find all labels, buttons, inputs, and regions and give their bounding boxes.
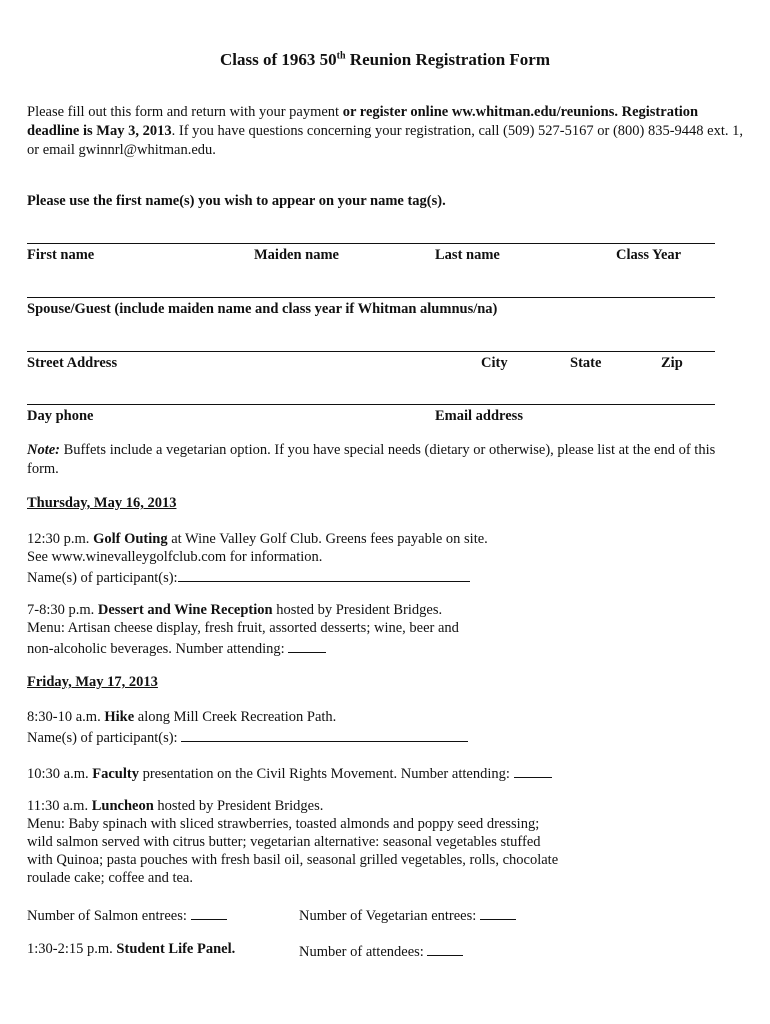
nametag-instruction: Please use the first name(s) you wish to appear on your name tag(s).	[27, 193, 446, 209]
luncheon-line: 11:30 a.m. Luncheon hosted by President Bridges.	[27, 798, 324, 814]
maiden-name-label: Maiden name	[254, 247, 339, 263]
email-address-label: Email address	[435, 408, 523, 424]
vegetarian-entrees-field[interactable]	[480, 905, 516, 920]
luncheon-menu-line-3: with Quinoa; pasta pouches with fresh basil oil, seasonal grilled vegetables, rolls, chocolate	[27, 852, 559, 868]
salmon-entrees-line: Number of Salmon entrees:	[27, 905, 227, 925]
student-life-line: 1:30-2:15 p.m. Student Life Panel.	[27, 941, 236, 957]
golf-website-line: See www.winevalleygolfclub.com for information.	[27, 549, 323, 565]
dessert-attending-line: non-alcoholic beverages. Number attending:	[27, 638, 326, 658]
intro-paragraph: Please fill out this form and return with your payment or register online ww.whitman.edu/reunions. Registration deadline is May 3, 2013. If you have questions concerning your registration, call (509) 527-5167 or (800) 835-9448 ext. 1, or email gwinnrl@whitman.edu.	[27, 104, 744, 158]
salmon-entrees-field[interactable]	[191, 905, 227, 920]
hike-participants-line: Name(s) of participant(s):	[27, 727, 468, 747]
zip-label: Zip	[661, 355, 683, 371]
city-label: City	[481, 355, 508, 371]
vegetarian-entrees-line: Number of Vegetarian entrees:	[299, 905, 516, 925]
first-name-label: First name	[27, 247, 95, 263]
dessert-attending-field[interactable]	[288, 638, 326, 653]
dessert-menu-line: Menu: Artisan cheese display, fresh fruit, assorted desserts; wine, beer and	[27, 620, 459, 636]
dessert-reception-line: 7-8:30 p.m. Dessert and Wine Reception hosted by President Bridges.	[27, 602, 443, 618]
hike-participants-field[interactable]	[181, 727, 468, 742]
golf-participants-field[interactable]	[178, 567, 470, 582]
faculty-line: 10:30 a.m. Faculty presentation on the Civil Rights Movement. Number attending:	[27, 763, 552, 783]
name-line[interactable]	[27, 243, 715, 244]
faculty-attending-field[interactable]	[514, 763, 552, 778]
attendees-line: Number of attendees:	[299, 941, 463, 961]
note-paragraph: Note: Buffets include a vegetarian option. If you have special needs (dietary or otherwise), please list at the end of this form.	[27, 442, 716, 477]
spouse-line[interactable]	[27, 297, 715, 298]
friday-heading: Friday, May 17, 2013	[27, 674, 158, 690]
luncheon-menu-line-1: Menu: Baby spinach with sliced strawberries, toasted almonds and poppy seed dressing;	[27, 816, 540, 832]
phone-line[interactable]	[27, 404, 715, 405]
golf-participants-line: Name(s) of participant(s):	[27, 567, 470, 587]
street-address-label: Street Address	[27, 355, 118, 371]
state-label: State	[570, 355, 602, 371]
luncheon-menu-line-4: roulade cake; coffee and tea.	[27, 870, 193, 886]
thursday-heading: Thursday, May 16, 2013	[27, 495, 177, 511]
luncheon-menu-line-2: wild salmon served with citrus butter; vegetarian alternative: seasonal vegetables stuffed	[27, 834, 541, 850]
class-year-label: Class Year	[616, 247, 682, 263]
hike-line: 8:30-10 a.m. Hike along Mill Creek Recreation Path.	[27, 709, 337, 725]
attendees-field[interactable]	[427, 941, 463, 956]
form-title: Class of 1963 50th Reunion Registration Form	[219, 50, 551, 69]
day-phone-label: Day phone	[27, 408, 94, 424]
spouse-guest-label: Spouse/Guest (include maiden name and class year if Whitman alumnus/na)	[27, 301, 498, 317]
golf-outing-line: 12:30 p.m. Golf Outing at Wine Valley Golf Club. Greens fees payable on site.	[27, 531, 488, 547]
address-line[interactable]	[27, 351, 715, 352]
last-name-label: Last name	[435, 247, 500, 263]
